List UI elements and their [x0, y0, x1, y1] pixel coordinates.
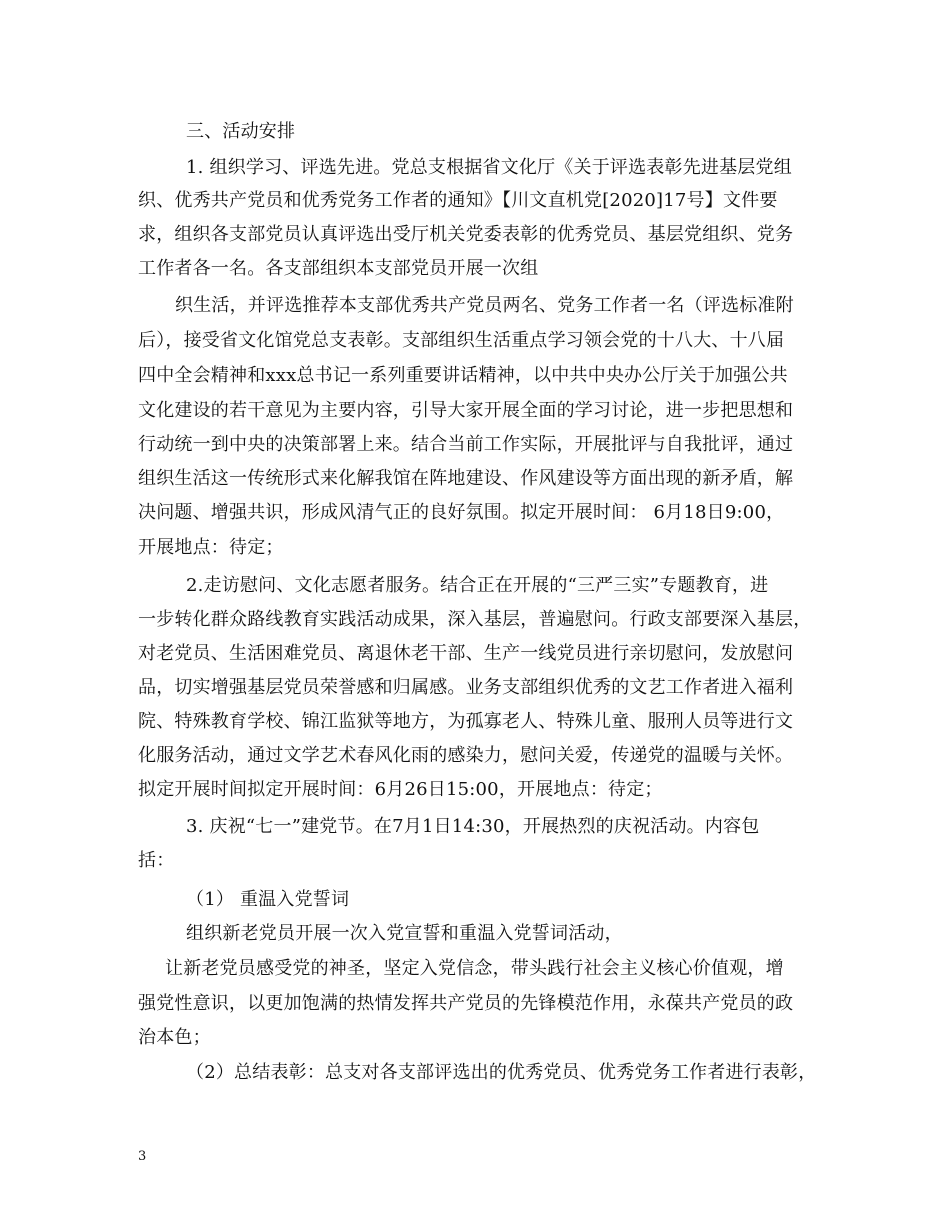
paragraph-line: 文化建设的若干意见为主要内容，引导大家开展全面的学习讨论，进一步把思想和 — [138, 400, 794, 421]
paragraph-line: 工作者各一名。各支部组织本支部党员开展一次组 — [138, 258, 539, 279]
paragraph-line: 让新老党员感受党的神圣，坚定入党信念，带头践行社会主义核心价值观，增 — [165, 958, 784, 979]
section-heading: 三、活动安排 — [186, 121, 296, 142]
paragraph-line: 括： — [138, 850, 175, 871]
paragraph-line: 行动统一到中央的决策部署上来。结合当前工作实际，开展批评与自我批评，通过 — [138, 434, 794, 455]
paragraph-line: 治本色； — [138, 1027, 211, 1048]
paragraph-line: 1. 组织学习、评选先进。党总支根据省文化厅《关于评选表彰先进基层党组 — [186, 157, 792, 178]
paragraph-line: 一步转化群众路线教育实践活动成果，深入基层，普遍慰问。行政支部要深入基层， — [138, 609, 812, 630]
paragraph-line: 决问题、增强共识，形成风清气正的良好氛围。拟定开展时间： 6月18日9:00， — [138, 502, 785, 523]
paragraph-line: 化服务活动，通过文学艺术春风化雨的感染力，慰问关爱，传递党的温暖与关怀。 — [138, 745, 794, 766]
paragraph-line: 开展地点：待定； — [138, 537, 284, 558]
paragraph-line: 2.走访慰问、文化志愿者服务。结合正在开展的“三严三实”专题教育，进 — [186, 575, 769, 596]
subsection-heading: （1） 重温入党誓词 — [186, 889, 350, 910]
paragraph-line: 强党性意识，以更加饱满的热情发挥共产党员的先锋模范作用，永葆共产党员的政 — [138, 993, 794, 1014]
paragraph-line: 院、特殊教育学校、锦江监狱等地方，为孤寡老人、特殊儿童、服刑人员等进行文 — [138, 711, 794, 732]
paragraph-line: 求，组织各支部党员认真评选出受厅机关党委表彰的优秀党员、基层党组织、党务 — [138, 224, 794, 245]
paragraph-line: 对老党员、生活困难党员、离退休老干部、生产一线党员进行亲切慰问，发放慰问 — [138, 643, 794, 664]
paragraph-line: 品，切实增强基层党员荣誉感和归属感。业务支部组织优秀的文艺工作者进入福利 — [138, 677, 794, 698]
paragraph-line: 组织生活这一传统形式来化解我馆在阵地建设、作风建设等方面出现的新矛盾，解 — [138, 468, 794, 489]
paragraph-line: （2）总结表彰：总支对各支部评选出的优秀党员、优秀党务工作者进行表彰， — [186, 1062, 817, 1083]
paragraph-line: 四中全会精神和xxx总书记一系列重要讲话精神，以中共中央办公厅关于加强公共 — [138, 365, 788, 386]
paragraph-line: 组织新老党员开展一次入党宣誓和重温入党誓词活动， — [186, 923, 623, 944]
paragraph-line: 3. 庆祝“七一”建党节。在7月1日14:30，开展热烈的庆祝活动。内容包 — [186, 816, 760, 837]
page-number: 3 — [138, 1149, 147, 1164]
paragraph-line: 织、优秀共产党员和优秀党务工作者的通知》【川文直机党[2020]17号】文件要 — [138, 190, 778, 211]
paragraph-line: 织生活，并评选推荐本支部优秀共产党员两名、党务工作者一名（评选标准附 — [175, 295, 794, 316]
paragraph-line: 拟定开展时间拟定开展时间：6月26日15:00，开展地点：待定； — [138, 779, 663, 800]
paragraph-line: 后），接受省文化馆党总支表彰。支部组织生活重点学习领会党的十八大、十八届 — [138, 330, 785, 351]
